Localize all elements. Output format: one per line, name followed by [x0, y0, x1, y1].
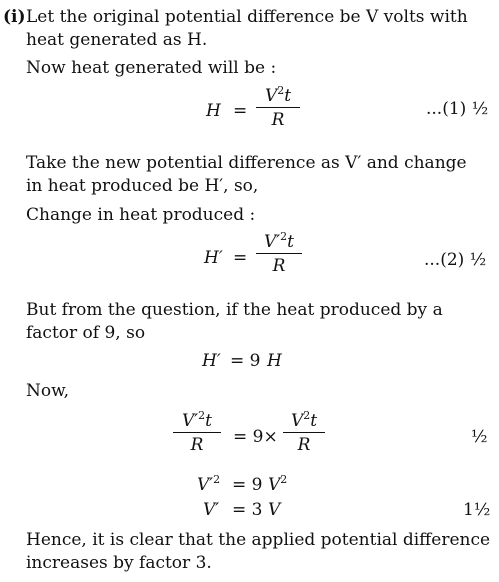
now-text: Now, [26, 381, 70, 401]
eq1-mark: ...(1) ½ [426, 99, 489, 119]
intro-text [26, 6, 468, 52]
solution-label: (i) [3, 7, 26, 27]
hence-line-2: increases by factor 3. [26, 553, 212, 573]
eq2-equals: = [233, 248, 248, 268]
hence-text [26, 529, 490, 575]
eq6-rhs: V [268, 500, 281, 520]
change-heat-text: Change in heat produced : [26, 205, 256, 225]
but-text [26, 299, 443, 345]
eq1-fraction: $V^2t$ R [256, 86, 300, 130]
eq4-equals: = 9× [233, 427, 278, 447]
eq6-equals: = 3 [232, 500, 263, 520]
eq1-equals: = [233, 101, 248, 121]
intro-line-2: heat generated as H. [26, 30, 208, 50]
eq6-lhs: V′ [203, 500, 220, 520]
eq4-right-fraction: $V^2t$ R [283, 411, 325, 455]
eq3-lhs: H′ [202, 351, 221, 371]
eq6-mark: 1½ [463, 500, 491, 520]
new-pd-line-1: Take the new potential difference as V′ and change [26, 153, 467, 173]
new-pd-text [26, 152, 467, 198]
eq5-rhs: $V^2$ [268, 473, 288, 495]
eq3-rhs: H [267, 351, 282, 371]
eq2-fraction: $V'^2t$ R [256, 232, 302, 276]
eq5-lhs: $V'^2$ [197, 473, 221, 495]
intro-line-1: Let the original potential difference be V volts with [26, 7, 468, 27]
eq4-left-fraction: $V'^2t$ R [173, 411, 221, 455]
eq2-lhs: H′ [204, 248, 223, 268]
but-line-1: But from the question, if the heat produced by a [26, 300, 443, 320]
eq5-equals: = 9 [232, 475, 263, 495]
eq4-mark: ½ [471, 427, 488, 447]
eq1-lhs: H [206, 101, 221, 121]
eq2-mark: ...(2) ½ [424, 250, 487, 270]
hence-line-1: Hence, it is clear that the applied potential difference [26, 530, 491, 550]
now-heat-text: Now heat generated will be : [26, 58, 277, 78]
eq3-equals: = 9 [230, 351, 261, 371]
new-pd-line-2: in heat produced be H′, so, [26, 176, 259, 196]
but-line-2: factor of 9, so [26, 323, 146, 343]
